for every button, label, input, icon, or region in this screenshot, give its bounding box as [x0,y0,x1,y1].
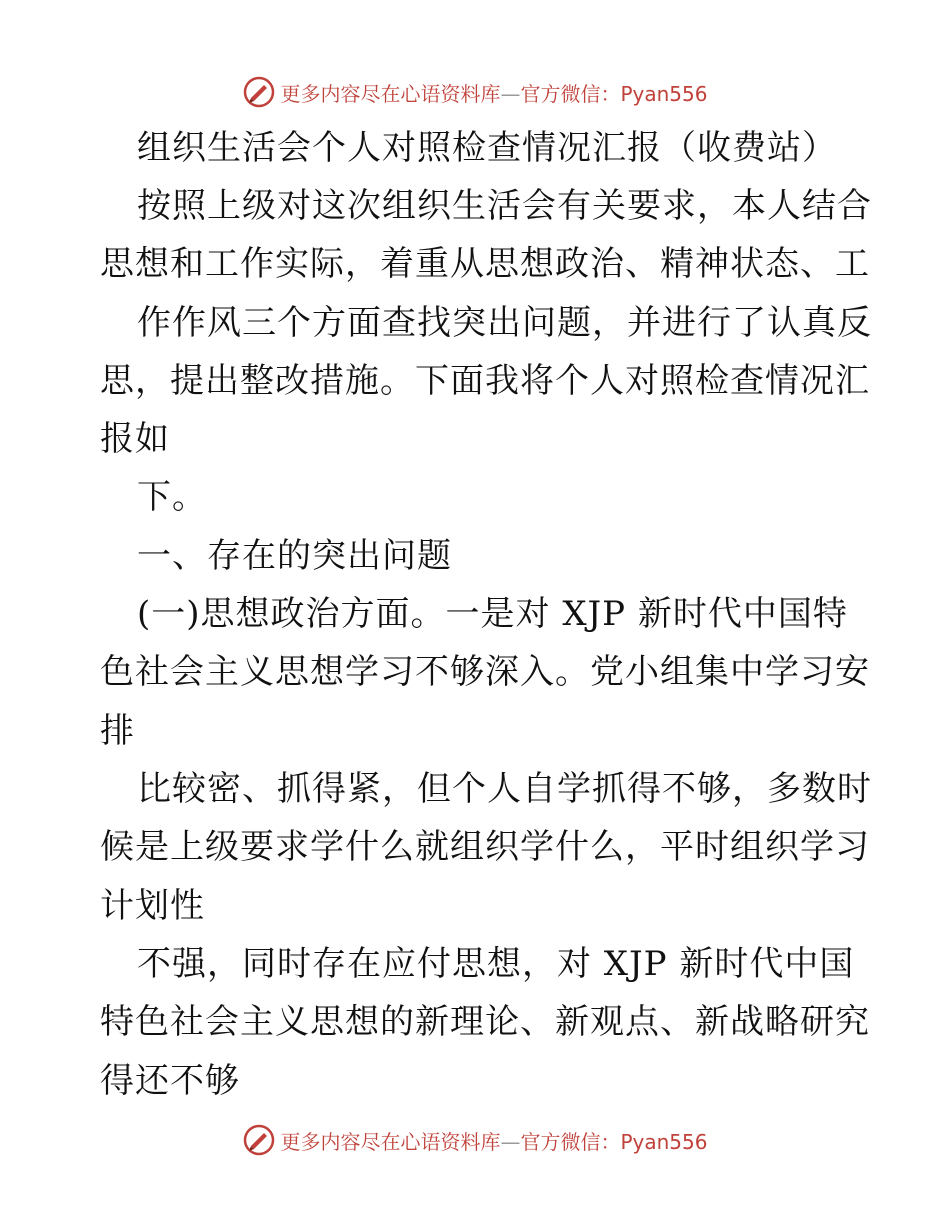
section-heading: 一、存在的突出问题 [137,536,452,576]
watermark-contact: 官方微信：Pyan556 [520,81,708,106]
watermark-text [280,1126,707,1155]
paragraph-line: 得还不够 [100,1061,240,1101]
paragraph-line: 排 [100,711,135,751]
watermark-dash: — [500,81,521,106]
paragraph-line: 作作风三个方面查找突出问题，并进行了认真反 [137,303,872,343]
watermark-contact: 官方微信：Pyan556 [520,1129,708,1154]
paragraph-line: 色社会主义思想学习不够深入。党小组集中学习安 [100,652,870,692]
paragraph-line: 按照上级对这次组织生活会有关要求，本人结合 [137,186,872,226]
watermark-main: 更多内容尽在心语资料库 [280,1129,501,1154]
footer-watermark [0,1118,950,1162]
watermark-dash: — [500,1129,521,1154]
paragraph-line: 候是上级要求学什么就组织学什么，平时组织学习 [100,827,870,867]
paragraph-line: 计划性 [100,886,205,926]
watermark-text [280,78,707,107]
paragraph-line: 特色社会主义思想的新理论、新观点、新战略研究 [100,1002,870,1042]
watermark-main: 更多内容尽在心语资料库 [280,81,501,106]
paragraph-line: 报如 [100,419,170,459]
paragraph-line: 思想和工作实际，着重从思想政治、精神状态、工 [100,244,870,284]
paragraph-line: 下。 [137,477,207,517]
pen-logo-icon [242,75,276,109]
document-title: 组织生活会个人对照检查情况汇报（收费站） [137,128,837,168]
header-watermark [0,70,950,114]
pen-logo-icon [242,1123,276,1157]
paragraph-line: 不强，同时存在应付思想，对 XJP 新时代中国 [137,944,855,984]
paragraph-line: 思，提出整改措施。下面我将个人对照检查情况汇 [100,361,870,401]
paragraph-line: (一)思想政治方面。一是对 XJP 新时代中国特 [137,594,848,634]
paragraph-line: 比较密、抓得紧，但个人自学抓得不够，多数时 [137,769,872,809]
